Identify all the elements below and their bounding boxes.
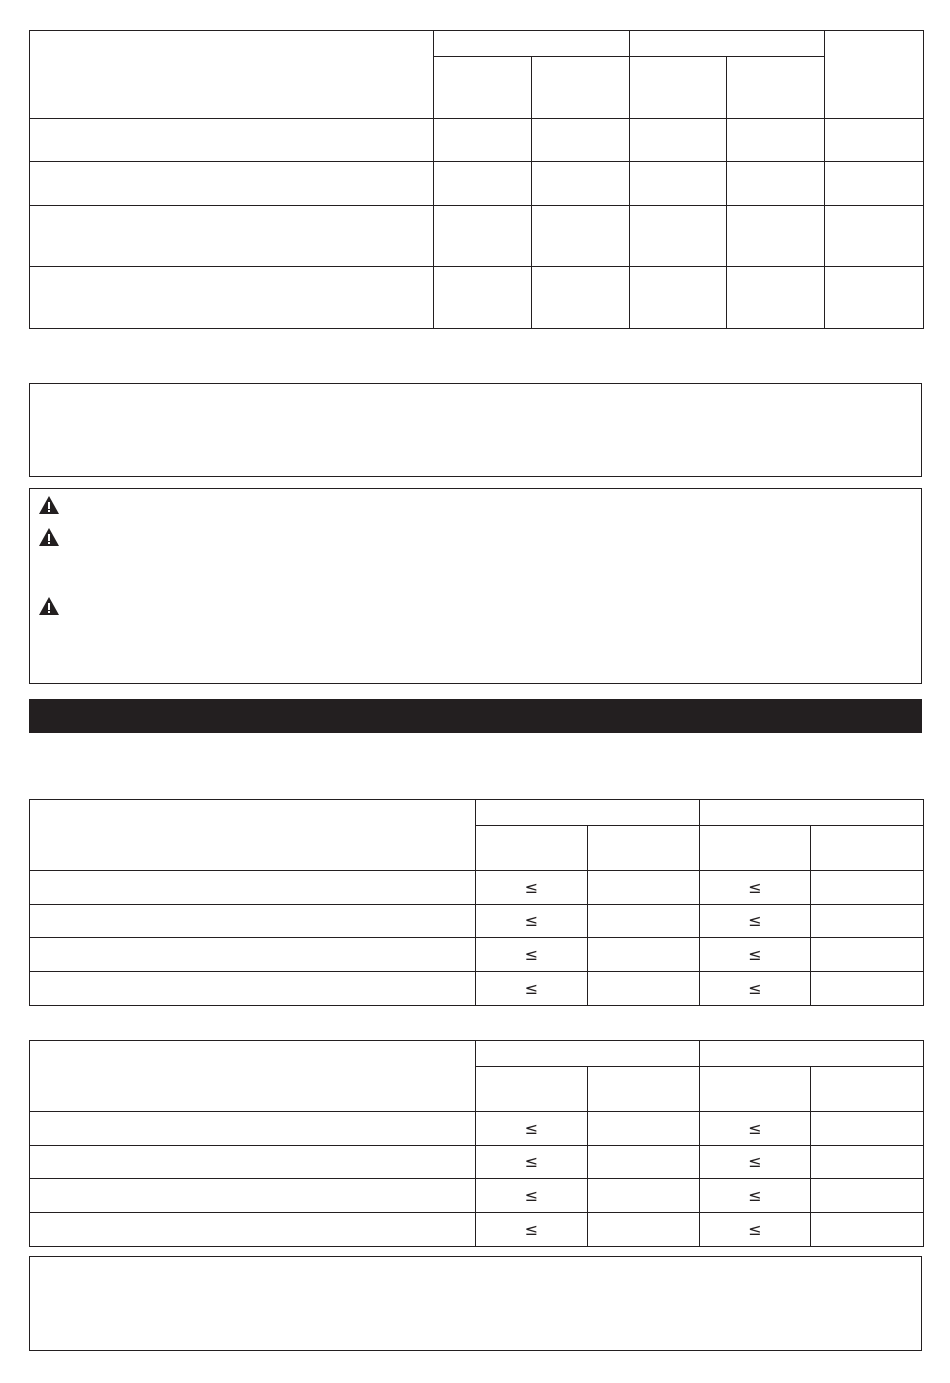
less-or-equal-symbol: ≤ <box>476 972 588 1006</box>
less-or-equal-symbol: ≤ <box>476 1112 588 1146</box>
less-or-equal-symbol: ≤ <box>476 1213 588 1247</box>
table-1-subheader-cell <box>630 57 727 119</box>
spec-table-2 <box>29 799 924 1006</box>
table-row <box>30 267 924 329</box>
less-or-equal-symbol: ≤ <box>476 938 588 972</box>
table-1-subheader-cell <box>532 57 630 119</box>
less-or-equal-symbol: ≤ <box>700 1179 811 1213</box>
less-or-equal-symbol: ≤ <box>476 1179 588 1213</box>
warning-triangle-icon <box>38 495 60 515</box>
less-or-equal-symbol: ≤ <box>700 871 811 905</box>
table-row <box>30 972 924 1006</box>
less-or-equal-symbol: ≤ <box>700 1213 811 1247</box>
table-2-subheader-cell <box>811 826 924 871</box>
table-2-header-cell <box>30 800 476 871</box>
spec-table-1 <box>29 30 924 329</box>
less-or-equal-symbol: ≤ <box>700 972 811 1006</box>
less-or-equal-symbol: ≤ <box>700 1112 811 1146</box>
table-3-subheader-cell <box>811 1067 924 1112</box>
less-or-equal-symbol: ≤ <box>476 905 588 938</box>
table-row <box>30 1146 924 1179</box>
note-box <box>29 383 922 477</box>
table-1-header-cell <box>434 31 630 57</box>
table-2-header-cell <box>700 800 924 826</box>
table-row <box>30 1112 924 1146</box>
spec-table-3 <box>29 1040 924 1247</box>
warning-triangle-icon <box>38 527 60 547</box>
table-row <box>30 119 924 162</box>
table-row <box>30 938 924 972</box>
section-heading-bar <box>29 699 922 733</box>
table-1-header-cell <box>630 31 825 57</box>
less-or-equal-symbol: ≤ <box>476 871 588 905</box>
table-2-subheader-cell <box>476 826 588 871</box>
warning-triangle-icon <box>38 596 60 616</box>
table-row <box>30 206 924 267</box>
bottom-note-box <box>29 1256 922 1351</box>
table-3-subheader-cell <box>476 1067 588 1112</box>
table-2-subheader-cell <box>588 826 700 871</box>
table-3-header-cell <box>30 1041 476 1112</box>
table-2-subheader-cell <box>700 826 811 871</box>
table-row <box>30 871 924 905</box>
less-or-equal-symbol: ≤ <box>700 905 811 938</box>
less-or-equal-symbol: ≤ <box>476 1146 588 1179</box>
table-1-subheader-cell <box>434 57 532 119</box>
table-3-header-cell <box>700 1041 924 1067</box>
table-row <box>30 1179 924 1213</box>
table-1-header-cell <box>825 31 924 119</box>
warning-box <box>29 488 922 684</box>
table-1-header-cell <box>30 31 434 119</box>
table-1-subheader-cell <box>727 57 825 119</box>
table-row <box>30 1213 924 1247</box>
table-3-subheader-cell <box>700 1067 811 1112</box>
table-row <box>30 905 924 938</box>
table-row <box>30 162 924 206</box>
table-2-header-cell <box>476 800 700 826</box>
table-3-subheader-cell <box>588 1067 700 1112</box>
less-or-equal-symbol: ≤ <box>700 938 811 972</box>
less-or-equal-symbol: ≤ <box>700 1146 811 1179</box>
table-3-header-cell <box>476 1041 700 1067</box>
